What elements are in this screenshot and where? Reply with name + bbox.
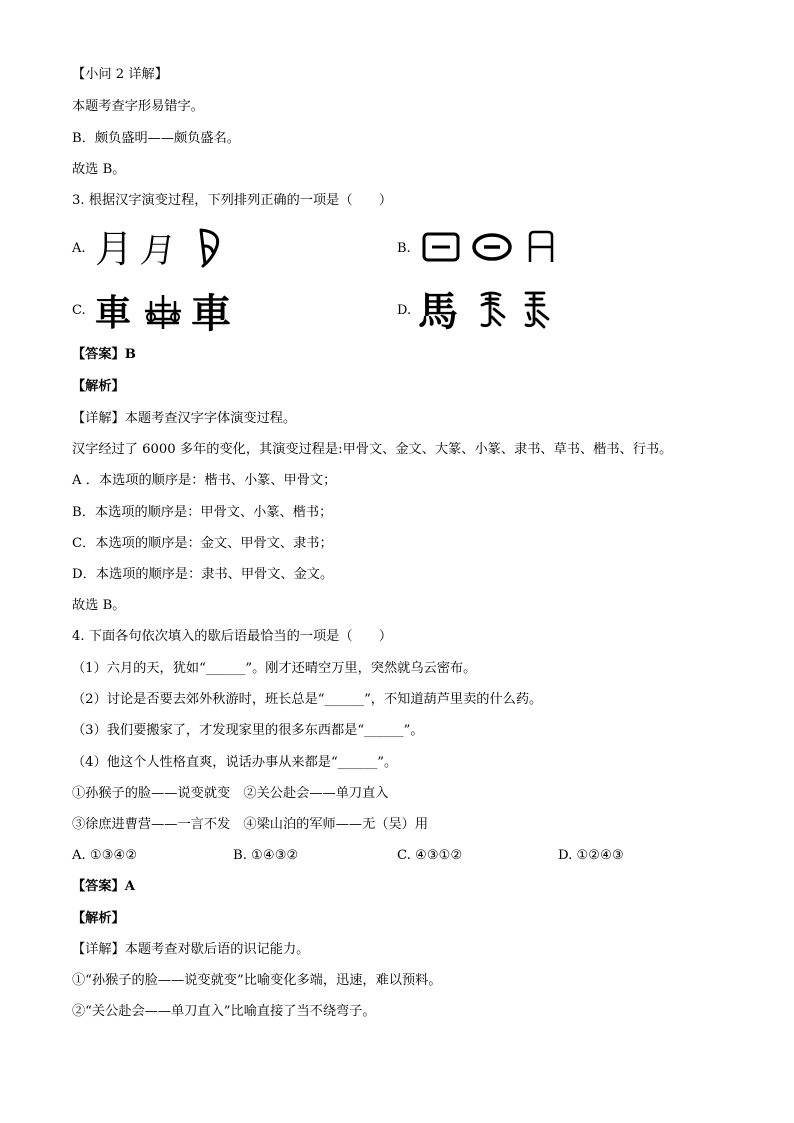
glyph-a-3 bbox=[201, 230, 218, 266]
q4-sentence: （3）我们要搬家了，才发现家里的很多东西都是“______”。 bbox=[72, 723, 424, 738]
q3-analysis-line: 故选 B。 bbox=[72, 598, 126, 613]
glyph-d-2 bbox=[482, 293, 504, 326]
q4-idioms-line: ③徐庶进曹营——一言不发 ④梁山泊的军师——无（吴）用 bbox=[72, 817, 429, 832]
q3-option-a-glyphs bbox=[95, 222, 235, 272]
q4-choice-b: B. ①④③② bbox=[233, 848, 299, 863]
q4-choice-c: C. ④③①② bbox=[397, 848, 463, 863]
q3-option-a-label: A. bbox=[72, 241, 86, 256]
q3-option-c-glyphs bbox=[95, 287, 255, 335]
q4-analysis-line: ①“孙猴子的脸——说变就变”比喻变化多端，迅速，难以预料。 bbox=[72, 973, 442, 988]
q3-option-b-glyphs bbox=[420, 228, 570, 268]
q4-sentence: （4）他这个人性格直爽，说话办事从来都是“______”。 bbox=[72, 755, 398, 770]
glyph-c-1: 車 bbox=[95, 292, 132, 334]
glyph-d-1: 馬 bbox=[418, 288, 458, 333]
glyph-b-3 bbox=[530, 232, 552, 262]
q3-option-d-glyphs bbox=[418, 285, 568, 333]
q4-sentence: （2）讨论是否要去郊外秋游时，班长总是“______”，不知道葫芦里卖的什么药。 bbox=[72, 692, 543, 707]
q3-analysis-line: B．本选项的顺序是：甲骨文、小篆、楷书； bbox=[72, 505, 333, 520]
q3-option-b-label: B. bbox=[397, 241, 411, 256]
q4-answer: 【答案】A bbox=[72, 879, 135, 894]
q4-analysis-line: 【详解】本题考查对歇后语的识记能力。 bbox=[72, 942, 310, 957]
q4-idioms-line: ①孙猴子的脸——说变就变 ②关公赴会——单刀直入 bbox=[72, 786, 389, 801]
glyph-c-3: 車 bbox=[191, 290, 231, 335]
q4-analysis-heading: 【解析】 bbox=[72, 911, 125, 926]
q3-option-d-label: D. bbox=[397, 303, 412, 318]
q3-option-c-label: C. bbox=[72, 303, 86, 318]
q3-analysis-line: 汉字经过了 6000 多年的变化，其演变过程是:甲骨文、金文、大篆、小篆、隶书、草书、楷书、行书。 bbox=[72, 442, 673, 457]
q3-analysis-line: A ．本选项的顺序是：楷书、小篆、甲骨文； bbox=[72, 473, 337, 488]
q3-analysis-heading: 【解析】 bbox=[72, 379, 125, 394]
glyph-d-3 bbox=[526, 293, 548, 327]
glyph-b-1 bbox=[424, 234, 458, 260]
glyph-a-2: 月 bbox=[138, 231, 178, 271]
q2-option: B．颇负盛明——颇负盛名。 bbox=[72, 131, 240, 146]
q3-stem: 3. 根据汉字演变过程，下列排列正确的一项是（ ） bbox=[72, 193, 393, 208]
section-heading: 【小问 2 详解】 bbox=[72, 67, 168, 82]
q4-choice-a: A. ①③④② bbox=[72, 848, 138, 863]
glyph-b-2 bbox=[474, 235, 510, 259]
q4-stem: 4. 下面各句依次填入的歇后语最恰当的一项是（ ） bbox=[72, 629, 393, 644]
q4-analysis-line: ②“关公赴会——单刀直入”比喻直接了当不绕弯子。 bbox=[72, 1004, 376, 1019]
q4-choice-d: D. ①②④③ bbox=[558, 848, 624, 863]
glyph-a-1: 月 bbox=[95, 227, 134, 271]
glyph-c-2 bbox=[145, 295, 181, 329]
q3-analysis-line: C．本选项的顺序是：金文、甲骨文、隶书； bbox=[72, 536, 333, 551]
q2-choice: 故选 B。 bbox=[72, 162, 126, 177]
q3-analysis-line: 【详解】本题考查汉字字体演变过程。 bbox=[72, 411, 297, 426]
q4-sentence: （1）六月的天，犹如“______”。刚才还晴空万里，突然就乌云密布。 bbox=[72, 661, 477, 676]
q3-analysis-line: D．本选项的顺序是：隶书、甲骨文、金文。 bbox=[72, 567, 334, 582]
q3-answer: 【答案】B bbox=[72, 347, 136, 362]
q2-text: 本题考查字形易错字。 bbox=[72, 99, 204, 114]
